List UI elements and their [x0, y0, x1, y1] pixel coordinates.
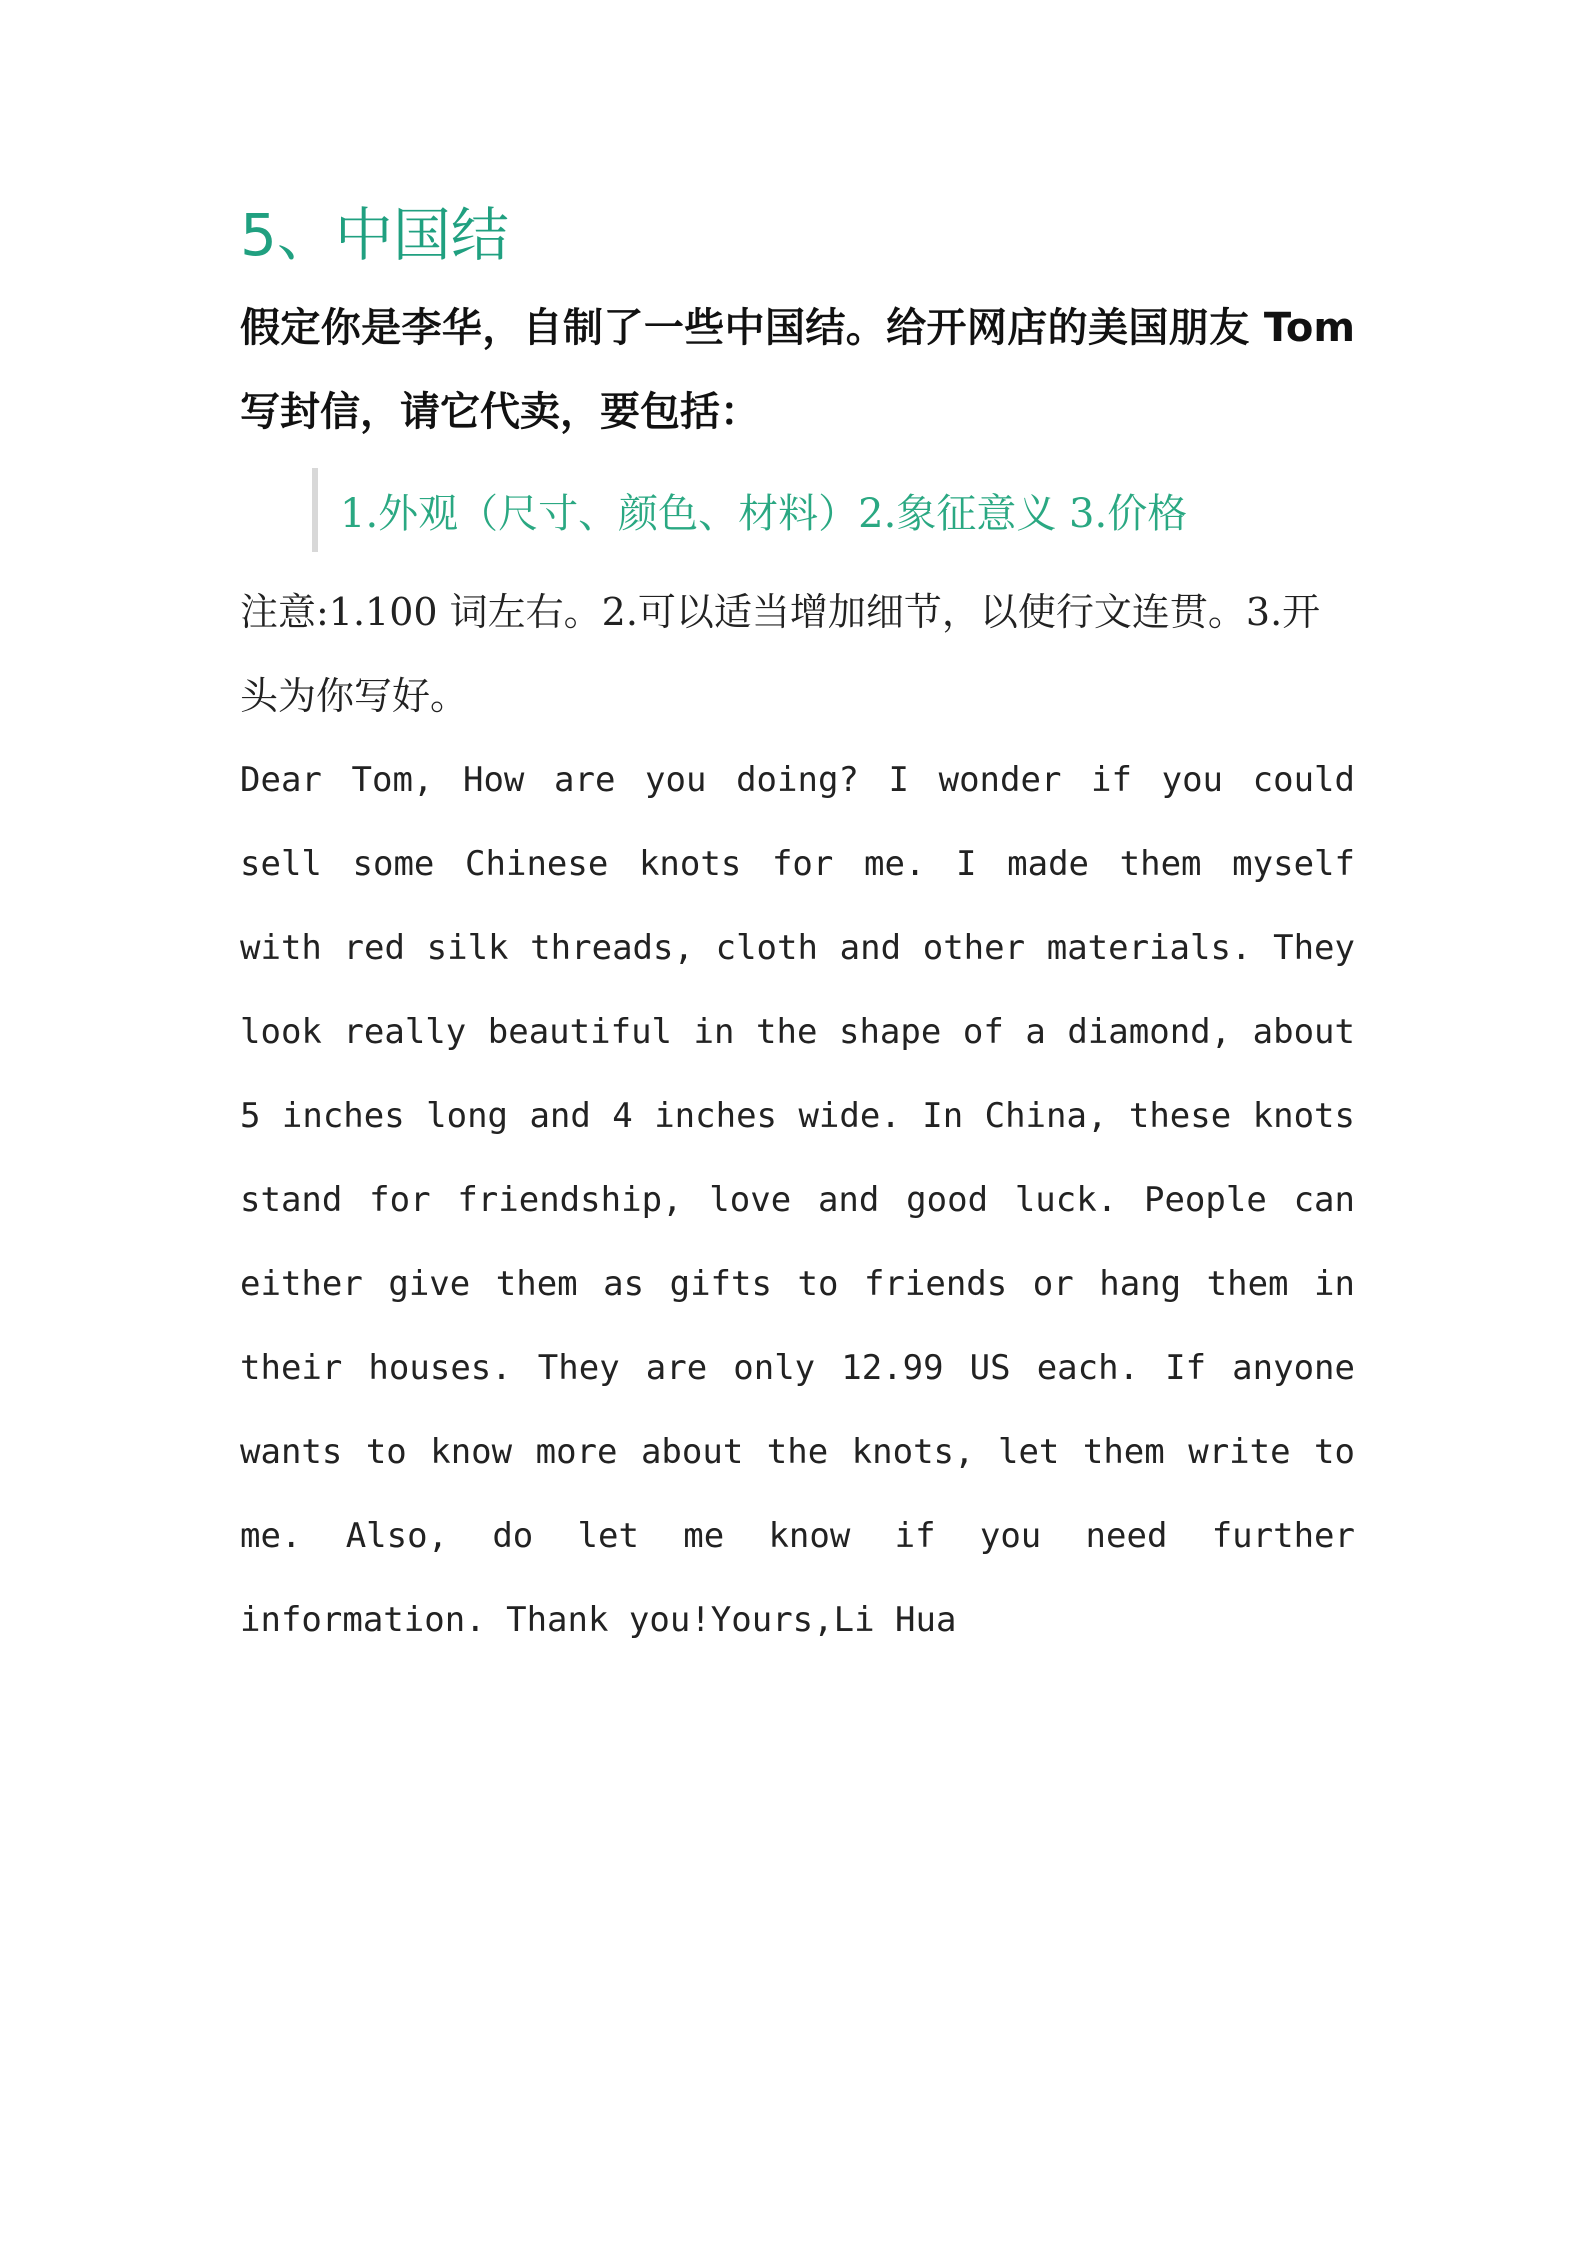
- document-page: [240, 190, 1355, 1662]
- requirements-text: 1.外观（尺寸、颜色、材料）2.象征意义 3.价格: [340, 490, 1188, 537]
- page-title: 5、中国结: [240, 201, 509, 269]
- requirements-quote: [312, 468, 1355, 552]
- sample-letter: Dear Tom, How are you doing? I wonder if you could sell some Chinese knots for me. I made them myself with red silk threads, cloth and other materials. They look really beautiful in the shape of a diamond, about 5 inches long and 4 inches wide. In China, these knots stand for friendship, love and good luck. People can either give them as gifts to friends or hang them in their houses. They are only 12.99 US each. If anyone wants to know more about the knots, let them write to me. Also, do let me know if you need further information. Thank you!Yours,Li Hua: [240, 760, 1355, 1640]
- task-prompt: 假定你是李华，自制了一些中国结。给开网店的美国朋友 Tom 写封信，请它代卖，要包括：: [240, 305, 1355, 435]
- notes-text: 注意:1.100 词左右。2.可以适当增加细节，以使行文连贯。3.开头为你写好。: [240, 590, 1321, 718]
